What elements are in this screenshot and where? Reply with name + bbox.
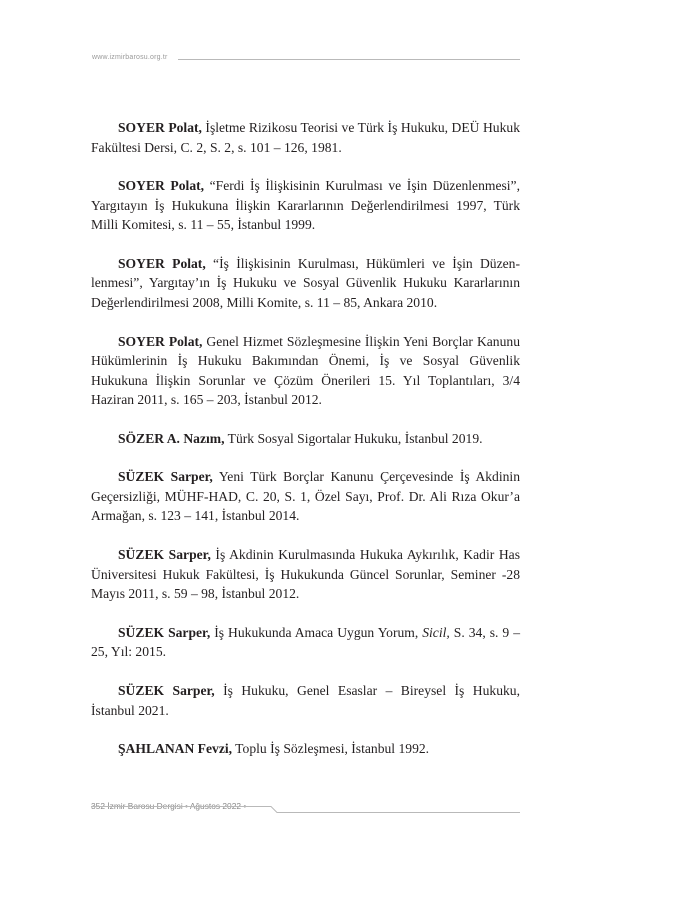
bibliography-entry <box>91 681 520 720</box>
header-divider <box>178 59 520 60</box>
bibliography-entry <box>91 429 520 449</box>
footer-divider <box>91 806 520 818</box>
bibliography-entry <box>91 545 520 604</box>
entry-text: İş Hukukunda Amaca Uygun Yorum, <box>210 624 423 640</box>
bibliography-entry <box>91 332 520 410</box>
entry-author: SOYER Polat, <box>118 178 205 194</box>
bibliography-entry <box>91 467 520 526</box>
footer-page-info: 352 İzmir Barosu Dergisi • Ağustos 2022 • <box>91 801 247 811</box>
entry-author: SÜZEK Sarper, <box>118 624 211 640</box>
bibliography-entry <box>91 623 520 662</box>
entry-text: “İş İlişkisinin Kurulması, Hükümleri ve İşin Düzenlenmesi”, Yargıtay’ın İş Hukuku ve Sosyal Güvenlik Hukuku Kararlarının Değerlendirilmesi 2008, Milli Komite, s. 11 – 85, Ankara 2010. <box>91 255 520 310</box>
entry-author: SÜZEK Sarper, <box>118 683 215 698</box>
entry-italic-title: Sicil, <box>422 624 450 640</box>
entry-text: Genel Hizmet Sözleşmesine İlişkin Yeni Borçlar Kanunu Hükümlerinin İş Hukuku Bakımından Önemi, İş ve Sosyal Güvenlik Hukukuna İlişkin Sorunlar ve Çözüm Önerileri 15. Yıl Toplantıları, 3/4 Haziran 2011, s. 165 – 203, İstanbul 2012. <box>91 333 520 408</box>
entry-author: SÜZEK Sarper, <box>118 547 211 563</box>
entry-text-after: S. 34, s. 9 – 25, Yıl: 2015. <box>91 624 520 660</box>
entry-author: SOYER Polat, <box>118 120 202 135</box>
bibliography-entry <box>91 254 520 313</box>
entry-text: Yeni Türk Borçlar Kanunu Çerçevesinde İş Akdinin Geçersizliği, MÜHF-HAD, C. 20, S. 1, Özel Sayı, Prof. Dr. Ali Rıza Okur’a Armağan, s. 123 – 141, İstanbul 2014. <box>91 469 521 524</box>
entry-text: Türk Sosyal Sigortalar Hukuku, İstanbul 2019. <box>224 430 483 446</box>
entry-text: İşletme Rizikosu Teorisi ve Türk İş Hukuku, DEÜ Hukuk Fakültesi Dersi, C. 2, S. 2, s. 101 – 126, 1981. <box>91 120 520 155</box>
entry-text: İş Akdinin Kurulmasında Hukuka Aykırılık, Kadir Has Üniversitesi Hukuk Fakültesi, İş Hukukunda Güncel Sorunlar, Seminer -28 Mayıs 2011, s. 59 – 98, İstanbul 2012. <box>91 547 520 602</box>
entry-author: SÖZER A. Nazım, <box>118 430 225 446</box>
entry-text: Toplu İş Sözleşmesi, İstanbul 1992. <box>232 741 430 757</box>
entry-author: SOYER Polat, <box>118 333 203 349</box>
bibliography-entry <box>91 739 520 759</box>
entry-text: İş Hukuku, Genel Esaslar – Bireysel İş Hukuku, İstanbul 2021. <box>91 683 520 718</box>
header-url: www.izmirbarosu.org.tr <box>92 54 168 61</box>
bibliography-list <box>91 118 520 778</box>
entry-author: SOYER Polat, <box>118 255 206 271</box>
entry-text: “Ferdi İş İlişkisinin Kurulması ve İşin Düzenlenmesi”, Yargıtayın İş Hukukuna İlişkin Kararlarının Değerlendirilmesi 1997, Türk Milli Komitesi, s. 11 – 55, İstanbul 1999. <box>91 178 520 233</box>
bibliography-entry <box>91 118 520 157</box>
bibliography-entry <box>91 176 520 235</box>
entry-author: ŞAHLANAN Fevzi, <box>118 741 233 757</box>
entry-author: SÜZEK Sarper, <box>118 469 213 485</box>
